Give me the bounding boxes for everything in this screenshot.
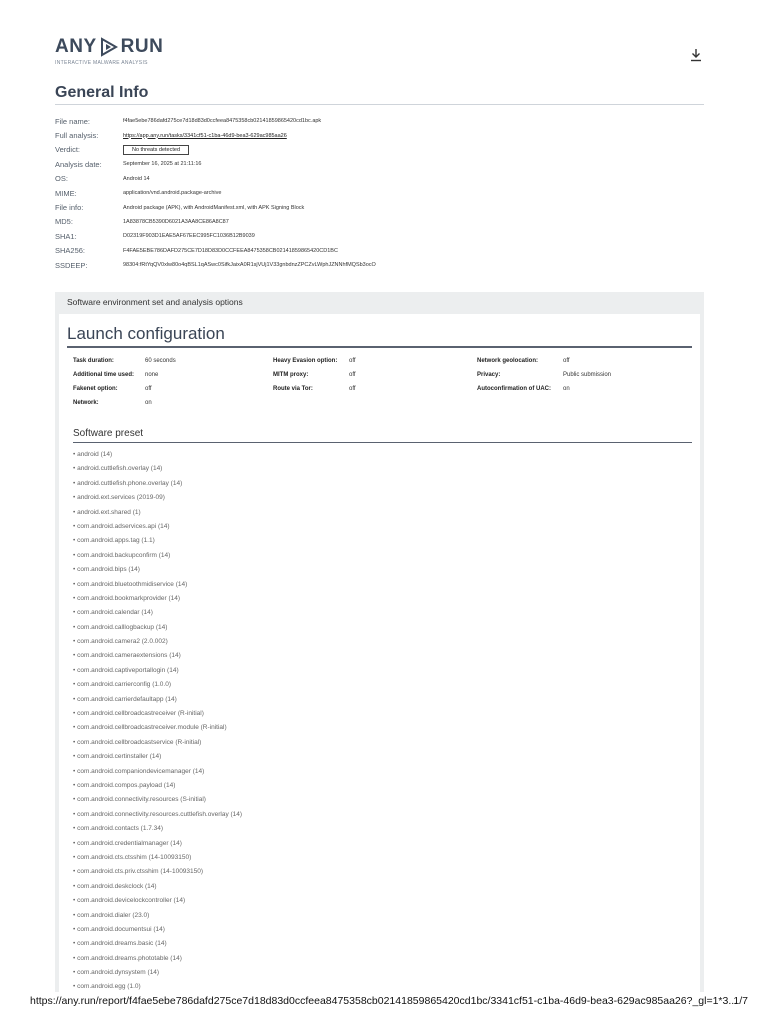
divider: [67, 346, 692, 348]
config-item: Privacy: Public submission: [477, 372, 612, 378]
software-preset-title: Software preset: [73, 428, 144, 439]
package-item: • com.android.bookmarkprovider (14): [73, 594, 181, 602]
package-item: • com.android.cts.priv.ctsshim (14-10093150): [73, 868, 204, 876]
package-item: • com.android.companiondevicemanager (14): [73, 767, 205, 775]
verdict-badge: No threats detected: [123, 145, 189, 155]
package-item: • com.android.cts.ctsshim (14-10093150): [73, 853, 192, 861]
launch-config-grid: [73, 354, 693, 410]
package-item: • com.android.carrierconfig (1.0.0): [73, 681, 172, 689]
package-item: • com.android.contacts (1.7.34): [73, 825, 164, 833]
info-value: f4fae5ebe786dafd275ce7d18d83d0ccfeea8475358cb02141859865420cd1bc.apk: [123, 118, 322, 125]
package-item: • com.android.apps.tag (1.1): [73, 537, 155, 545]
package-item: • android.ext.shared (1): [73, 508, 141, 516]
info-label: SHA1:: [55, 231, 77, 241]
package-item: • com.android.credentialmanager (14): [73, 839, 182, 847]
package-item: • com.android.bips (14): [73, 566, 140, 574]
info-row-md5: [55, 215, 704, 229]
info-label: MD5:: [55, 217, 73, 227]
package-item: • com.android.connectivity.resources (S-initial): [73, 796, 206, 804]
package-item: • com.android.calllogbackup (14): [73, 623, 168, 631]
environment-body: [59, 314, 700, 992]
info-label: File name:: [55, 116, 91, 126]
config-row: [73, 368, 693, 382]
package-item: • com.android.dynsystem (14): [73, 969, 160, 977]
package-item: • com.android.documentsui (14): [73, 925, 165, 933]
info-row-file-info: [55, 200, 704, 214]
info-value: 1A83878CB5390D6021A3AA8CE86A8C87: [123, 218, 229, 225]
config-item: Additional time used: none: [73, 372, 159, 378]
package-item: • com.android.camera2 (2.0.002): [73, 638, 168, 646]
info-label: Analysis date:: [55, 159, 102, 169]
divider: [73, 442, 692, 443]
package-item: • android.ext.services (2019-09): [73, 494, 165, 502]
package-item: • com.android.dialer (23.0): [73, 911, 150, 919]
package-item: • com.android.bluetoothmidiservice (14): [73, 580, 188, 588]
logo-wordmark: [55, 36, 163, 58]
config-item: Network geolocation: off: [477, 358, 570, 364]
print-url: https://any.run/report/f4fae5ebe786dafd275ce7d18d83d0ccfeea8475358cb02141859865420cd1bc/3341cf51-c1ba-46d9-bea3-629ac985aa26?_gl=1*3...: [30, 995, 738, 1007]
config-item: Task duration: 60 seconds: [73, 358, 176, 364]
anyrun-logo[interactable]: [55, 36, 163, 66]
package-item: • android.cuttlefish.overlay (14): [73, 465, 163, 473]
config-item: Autoconfirmation of UAC: on: [477, 386, 570, 392]
config-item: Network: on: [73, 400, 152, 406]
info-label: SHA256:: [55, 246, 86, 256]
launch-config-title: Launch configuration: [67, 324, 225, 343]
info-label: Full analysis:: [55, 131, 99, 141]
package-item: • com.android.cellbroadcastreceiver (R-initial): [73, 710, 204, 718]
config-row: [73, 396, 693, 410]
package-item: • com.android.compos.payload (14): [73, 781, 176, 789]
package-item: • com.android.cameraextensions (14): [73, 652, 181, 660]
environment-heading: Software environment set and analysis options: [67, 297, 243, 307]
package-item: • com.android.captiveportallogin (14): [73, 666, 179, 674]
divider: [55, 104, 704, 105]
info-row-os: [55, 172, 704, 186]
page-number: 1/7: [733, 995, 748, 1007]
package-item: • com.android.devicelockcontroller (14): [73, 897, 186, 905]
download-icon[interactable]: [690, 48, 702, 62]
info-value: 98304:fRtYqQV0xlw80o4qBSL1qASwc0SifkJaixA0R1sjVUj1V33gnbdnzZPCZvLWphJZNNhfMQSb3ocO: [123, 262, 376, 269]
package-item: • com.android.backupconfirm (14): [73, 551, 171, 559]
software-preset-list: [73, 448, 242, 995]
package-item: • android (14): [73, 451, 113, 458]
logo-text-run: RUN: [120, 36, 164, 57]
info-row-analysis-date: [55, 157, 704, 171]
package-item: • com.android.egg (1.0): [73, 983, 141, 991]
info-label: OS:: [55, 174, 68, 184]
info-label: File info:: [55, 203, 84, 213]
info-row-sha256: [55, 244, 704, 258]
logo-text-any: ANY: [55, 36, 97, 57]
info-row-full-analysis: [55, 128, 704, 142]
info-row-file-name: [55, 114, 704, 128]
general-info-heading: General Info: [55, 84, 149, 101]
package-item: • com.android.deskclock (14): [73, 882, 157, 890]
info-value: F4FAE5EBE786DAFD275CE7D18D83D0CCFEEA8475358CB02141859865420CD1BC: [123, 247, 338, 254]
info-label: MIME:: [55, 188, 77, 198]
info-value: Android package (APK), with AndroidManifest.xml, with APK Signing Block: [123, 204, 305, 211]
info-value: Android 14: [123, 175, 150, 182]
info-value: September 16, 2025 at 21:11:16: [123, 161, 202, 168]
config-row: [73, 354, 693, 368]
play-icon: [99, 37, 119, 57]
package-item: • com.android.certinstaller (14): [73, 753, 162, 761]
environment-panel: [55, 292, 704, 992]
package-item: • com.android.cellbroadcastreceiver.module (R-initial): [73, 724, 227, 732]
package-item: • com.android.connectivity.resources.cuttlefish.overlay (14): [73, 810, 243, 818]
package-item: • com.android.calendar (14): [73, 609, 153, 617]
package-item: • android.cuttlefish.phone.overlay (14): [73, 479, 183, 487]
full-analysis-link[interactable]: https://app.any.run/tasks/3341cf51-c1ba-46d9-bea3-629ac985aa26: [123, 132, 287, 139]
config-item: MITM proxy: off: [273, 372, 356, 378]
info-value: D02319F903D1EAE5AF67EEC995FC1036B12B9039: [123, 233, 255, 240]
info-value: application/vnd.android.package-archive: [123, 190, 222, 197]
package-item: • com.android.carrierdefaultapp (14): [73, 695, 177, 703]
info-row-sha1: [55, 229, 704, 243]
info-label: Verdict:: [55, 145, 81, 155]
package-item: • com.android.dreams.phototable (14): [73, 954, 182, 962]
info-row-verdict: [55, 143, 704, 157]
package-item: • com.android.adservices.api (14): [73, 522, 170, 530]
general-info-table: [55, 114, 704, 272]
package-item: • com.android.cellbroadcastservice (R-initial): [73, 738, 202, 746]
info-label: SSDEEP:: [55, 260, 88, 270]
config-row: [73, 382, 693, 396]
config-item: Route via Tor: off: [273, 386, 356, 392]
package-item: • com.android.dreams.basic (14): [73, 940, 167, 948]
info-row-mime: [55, 186, 704, 200]
info-row-ssdeep: [55, 258, 704, 272]
config-item: Fakenet option: off: [73, 386, 152, 392]
logo-tagline: INTERACTIVE MALWARE ANALYSIS: [55, 60, 148, 66]
config-item: Heavy Evasion option: off: [273, 358, 356, 364]
